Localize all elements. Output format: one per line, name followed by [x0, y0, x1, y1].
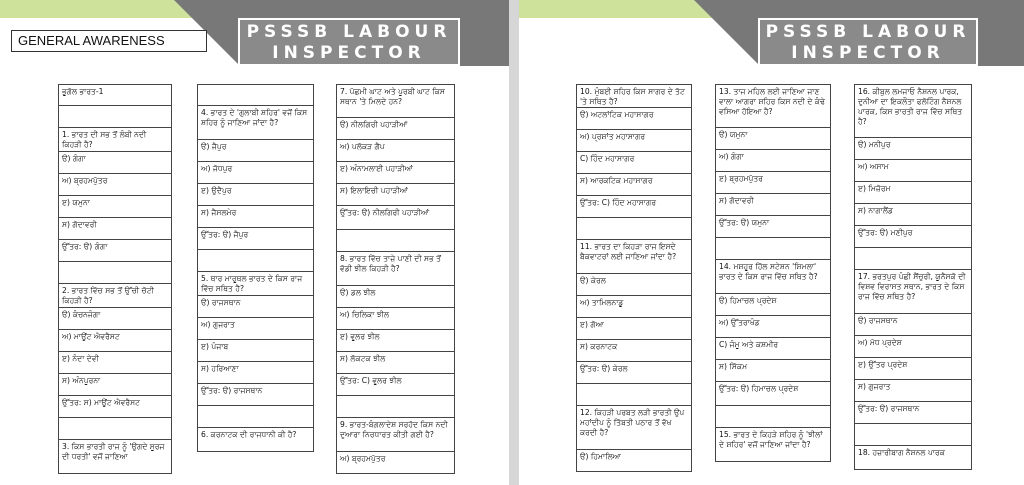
right-page — [519, 0, 1024, 485]
question-row: ਉੱਤਰ: ੳ) ਰਾਜਸਥਾਨ — [855, 402, 971, 424]
question-row: ਸ) ਗੁਜਰਾਤ — [855, 380, 971, 402]
blank-row — [198, 84, 313, 106]
question-row: ੳ) ਜੈਪੁਰ — [198, 140, 313, 162]
question-row: ਸ) ਗੋਦਾਵਰੀ — [716, 194, 830, 216]
question-row: ਅ) ਤਾਮਿਲਨਾਡੂ — [577, 296, 691, 318]
question-row: C) ਜੰਮੂ ਅਤੇ ਕਸ਼ਮੀਰ — [716, 338, 830, 360]
blank-row — [577, 384, 691, 406]
question-row: ਅ) ਬ੍ਰਹਮਪੁੱਤਰ — [337, 452, 454, 474]
left-page — [0, 0, 509, 485]
question-row: 17. ਭਰਤਪੁਰ ਪੰਛੀ ਸੈਂਚੁਰੀ, ਯੂਨੈਸਕੋ ਦੀ ਵਿਸ਼ਵ ਵਿਰਾਸਤ ਸਥਾਨ, ਭਾਰਤ ਦੇ ਕਿਸ ਰਾਜ ਵਿੱਚ ਸਥਿਤ ਹੈ? — [855, 270, 971, 314]
question-row: ਸ) ਸਿੱਕਮ — [716, 360, 830, 382]
question-row: 18. ਹਜ਼ਾਰੀਬਾਗ ਨੈਸ਼ਨਲ ਪਾਰਕ — [855, 446, 971, 470]
blank-row — [577, 218, 691, 240]
question-row: ਅ) ਅਸਾਮ — [855, 160, 971, 182]
question-row: ਸ) ਗੋਦਾਵਰੀ — [59, 218, 171, 240]
question-row: ਉੱਤਰ: ੳ) ਯਮੁਨਾ — [716, 216, 830, 238]
question-row: ਅ) ਪ੍ਰਸ਼ਾਂਤ ਮਹਾਸਾਗਰ — [577, 130, 691, 152]
question-row: 13. ਤਾਜ ਮਹਿਲ ਲਈ ਜਾਣਿਆ ਜਾਣ ਵਾਲਾ ਆਗਰਾ ਸ਼ਹਿਰ ਕਿਸ ਨਦੀ ਦੇ ਕੰਢੇ ਵਸਿਆ ਹੋਇਆ ਹੈ? — [716, 84, 830, 128]
page-gutter — [509, 0, 519, 485]
blank-row — [59, 418, 171, 440]
question-row: ਭੂਗੋਲ ਭਾਰਤ-1 — [59, 84, 171, 106]
question-row: ਉੱਤਰ: ਸ) ਮਾਊਂਟ ਐਵਰੈਸਟ — [59, 396, 171, 418]
question-row: ਅ) ਪਲੱਕੜ ਗੈਪ — [337, 140, 454, 162]
question-row: ੲ) ਵੂਲਰ ਝੀਲ — [337, 330, 454, 352]
blank-row — [59, 106, 171, 128]
question-row: ਸ) ਕਰਨਾਟਕ — [577, 340, 691, 362]
question-row: 4. ਭਾਰਤ ਦੇ 'ਗੁਲਾਬੀ ਸ਼ਹਿਰ' ਵਜੋਂ ਕਿਸ ਸ਼ਹਿਰ ਨੂੰ ਜਾਣਿਆ ਜਾਂਦਾ ਹੈ? — [198, 106, 313, 140]
question-row: ਸ) ਜੈਸਲਮੇਰ — [198, 206, 313, 228]
question-row: 11. ਭਾਰਤ ਦਾ ਕਿਹੜਾ ਰਾਜ ਇਸਦੇ ਬੈਕਵਾਟਰਾਂ ਲਈ ਜਾਣਿਆ ਜਾਂਦਾ ਹੈ? — [577, 240, 691, 274]
question-row: ਉੱਤਰ: ੳ) ਰਾਜਸਥਾਨ — [198, 384, 313, 406]
question-row: ੳ) ਡਲ ਝੀਲ — [337, 286, 454, 308]
question-row: ੲ) ਅੰਨਾਮਲਾਈ ਪਹਾੜੀਆਂ — [337, 162, 454, 184]
question-row: 2. ਭਾਰਤ ਵਿੱਚ ਸਭ ਤੋਂ ਉੱਚੀ ਚੋਟੀ ਕਿਹੜੀ ਹੈ? — [59, 284, 171, 308]
blank-row — [716, 238, 830, 260]
question-row: ਅ) ਗੰਗਾ — [716, 150, 830, 172]
question-row: ਉੱਤਰ: ੳ) ਕੇਰਲ — [577, 362, 691, 384]
question-row: 16. ਕੀਬੁਲ ਲਮਜਾਓ ਨੈਸ਼ਨਲ ਪਾਰਕ, ਦੁਨੀਆ ਦਾ ਇਕਲੌਤਾ ਫਲੋਟਿੰਗ ਨੈਸ਼ਨਲ ਪਾਰਕ, ਕਿਸ ਭਾਰਤੀ ਰਾਜ ਵਿੱਚ ਸਥਿਤ ਹੈ? — [855, 84, 971, 138]
question-row: ਅ) ਮੱਧ ਪ੍ਰਦੇਸ਼ — [855, 336, 971, 358]
question-row: ੲ) ਉੱਤਰ ਪ੍ਰਦੇਸ਼ — [855, 358, 971, 380]
blank-row — [198, 406, 313, 428]
question-column-1 — [576, 84, 692, 472]
question-row: ੲ) ਯਮੁਨਾ — [59, 196, 171, 218]
question-row: ਅ) ਮਾਊਂਟ ਐਵਰੈਸਟ — [59, 330, 171, 352]
question-row: ੳ) ਨੀਲਗਿਰੀ ਪਹਾੜੀਆਂ — [337, 118, 454, 140]
title-line-1: PSSSB LABOUR — [765, 22, 971, 42]
blank-row — [337, 230, 454, 252]
question-row: ੳ) ਅਟਲਾਂਟਿਕ ਮਹਾਸਾਗਰ — [577, 108, 691, 130]
question-row: ਉੱਤਰ: ੳ) ਜੈਪੁਰ — [198, 228, 313, 250]
question-row: 8. ਭਾਰਤ ਵਿੱਚ ਤਾਜ਼ੇ ਪਾਣੀ ਦੀ ਸਭ ਤੋਂ ਵੱਡੀ ਝੀਲ ਕਿਹੜੀ ਹੈ? — [337, 252, 454, 286]
question-row: 10. ਮੁੰਬਈ ਸ਼ਹਿਰ ਕਿਸ ਸਾਗਰ ਦੇ ਤੱਟ 'ਤੇ ਸਥਿਤ ਹੈ? — [577, 84, 691, 108]
question-row: ੲ) ਗੋਆ — [577, 318, 691, 340]
question-row: ਸ) ਅੰਨਪੂਰਨਾ — [59, 374, 171, 396]
question-row: ਉੱਤਰ: ੳ) ਨੀਲਗਿਰੀ ਪਹਾੜੀਆਂ — [337, 206, 454, 230]
question-row: ਸ) ਇਲਾਇਚੀ ਪਹਾੜੀਆਂ — [337, 184, 454, 206]
question-row: ਅ) ਉੱਤਰਾਖੰਡ — [716, 316, 830, 338]
question-row: ੳ) ਰਾਜਸਥਾਨ — [198, 296, 313, 318]
question-row: ਉੱਤਰ: C) ਵੂਲਰ ਝੀਲ — [337, 374, 454, 396]
question-row: ੳ) ਯਮੁਨਾ — [716, 128, 830, 150]
question-column-3 — [854, 84, 972, 470]
question-row: ੳ) ਕੰਚਨਜੰਗਾ — [59, 308, 171, 330]
question-row: ੲ) ਮਿਜ਼ੋਰਮ — [855, 182, 971, 204]
question-row: 15. ਭਾਰਤ ਦੇ ਕਿਹੜੇ ਸ਼ਹਿਰ ਨੂੰ 'ਝੀਲਾਂ ਦੇ ਸ਼ਹਿਰ' ਵਜੋਂ ਜਾਣਿਆ ਜਾਂਦਾ ਹੈ? — [716, 428, 830, 462]
question-row: 6. ਕਰਨਾਟਕ ਦੀ ਰਾਜਧਾਨੀ ਕੀ ਹੈ? — [198, 428, 313, 452]
title-line-2: INSPECTOR — [791, 43, 945, 63]
blank-row — [855, 248, 971, 270]
question-row: ਅ) ਬ੍ਰਹਮਪੁੱਤਰ — [59, 174, 171, 196]
question-column-3 — [336, 84, 455, 474]
question-row: ਅ) ਜੋਧਪੁਰ — [198, 162, 313, 184]
question-row: ਉੱਤਰ: ੳ) ਗੰਗਾ — [59, 240, 171, 262]
question-row: ੲ) ਪੰਜਾਬ — [198, 340, 313, 362]
question-row: ਉੱਤਰ: ੳ) ਮਣੀਪੁਰ — [855, 226, 971, 248]
question-row: 9. ਭਾਰਤ-ਬੰਗਲਾਦੇਸ਼ ਸਰਹੱਦ ਕਿਸ ਨਦੀ ਦੁਆਰਾ ਨਿਰਧਾਰਤ ਕੀਤੀ ਗਈ ਹੈ? — [337, 418, 454, 452]
question-row: ਅ) ਚਿਲਿਕਾ ਝੀਲ — [337, 308, 454, 330]
question-row: ੲ) ਬ੍ਰਹਮਪੁੱਤਰ — [716, 172, 830, 194]
question-row: ਸ) ਹਰਿਆਣਾ — [198, 362, 313, 384]
question-row: ੳ) ਗੰਗਾ — [59, 152, 171, 174]
blank-row — [855, 424, 971, 446]
question-row: ੲ) ਨੰਦਾ ਦੇਵੀ — [59, 352, 171, 374]
question-row: ਉੱਤਰ: C) ਹਿੰਦ ਮਹਾਸਾਗਰ — [577, 196, 691, 218]
question-row: ਸ) ਆਰਕਟਿਕ ਮਹਾਸਾਗਰ — [577, 174, 691, 196]
question-row: ਸ) ਨਾਗਾਲੈਂਡ — [855, 204, 971, 226]
question-column-1 — [58, 84, 172, 474]
question-row: 1. ਭਾਰਤ ਦੀ ਸਭ ਤੋਂ ਲੰਬੀ ਨਦੀ ਕਿਹੜੀ ਹੈ? — [59, 128, 171, 152]
blank-row — [59, 262, 171, 284]
question-row: 12. ਕਿਹੜੀ ਪਰਬਤ ਲੜੀ ਭਾਰਤੀ ਉਪ ਮਹਾਂਦੀਪ ਨੂੰ ਤਿੱਬਤੀ ਪਠਾਰ ਤੋਂ ਵੱਖ ਕਰਦੀ ਹੈ? — [577, 406, 691, 450]
question-row: ੳ) ਕੇਰਲ — [577, 274, 691, 296]
blank-row — [198, 250, 313, 272]
question-row: 5. ਥਾਰ ਮਾਰੂਥਲ ਭਾਰਤ ਦੇ ਕਿਸ ਰਾਜ ਵਿੱਚ ਸਥਿਤ ਹੈ? — [198, 272, 313, 296]
title-box — [238, 18, 460, 66]
header-triangle — [694, 0, 760, 66]
question-row: ਅ) ਗੁਜਰਾਤ — [198, 318, 313, 340]
question-row: ੳ) ਹਿਮਾਚਲ ਪ੍ਰਦੇਸ਼ — [716, 294, 830, 316]
blank-row — [716, 406, 830, 428]
blank-row — [337, 396, 454, 418]
question-row: 14. ਮਸ਼ਹੂਰ ਹਿੱਲ ਸਟੇਸ਼ਨ 'ਸ਼ਿਮਲਾ' ਭਾਰਤ ਦੇ ਕਿਸ ਰਾਜ ਵਿੱਚ ਸਥਿਤ ਹੈ? — [716, 260, 830, 294]
question-row: ੳ) ਹਿਮਾਲਿਆ — [577, 450, 691, 472]
question-column-2 — [197, 84, 314, 452]
question-row: 3. ਕਿਸ ਭਾਰਤੀ ਰਾਜ ਨੂੰ 'ਉਗਦੇ ਸੂਰਜ ਦੀ ਧਰਤੀ' ਵਜੋਂ ਜਾਣਿਆ — [59, 440, 171, 474]
question-column-2 — [715, 84, 831, 462]
question-row: ੲ) ਉਦੈਪੁਰ — [198, 184, 313, 206]
title-line-1: PSSSB LABOUR — [246, 22, 452, 42]
question-row: C) ਹਿੰਦ ਮਹਾਸਾਗਰ — [577, 152, 691, 174]
question-row: ਉੱਤਰ: ੳ) ਹਿਮਾਚਲ ਪ੍ਰਦੇਸ਼ — [716, 382, 830, 406]
question-row: ੳ) ਰਾਜਸਥਾਨ — [855, 314, 971, 336]
section-label: GENERAL AWARENESS — [11, 30, 207, 52]
title-line-2: INSPECTOR — [272, 43, 426, 63]
question-row: ੳ) ਮਨੀਪੁਰ — [855, 138, 971, 160]
title-box — [758, 18, 978, 66]
question-row: 7. ਪੱਛਮੀ ਘਾਟ ਅਤੇ ਪੂਰਬੀ ਘਾਟ ਕਿਸ ਸਥਾਨ 'ਤੇ ਮਿਲਦੇ ਹਨ? — [337, 84, 454, 118]
question-row: ਸ) ਲੋਕਟਕ ਝੀਲ — [337, 352, 454, 374]
